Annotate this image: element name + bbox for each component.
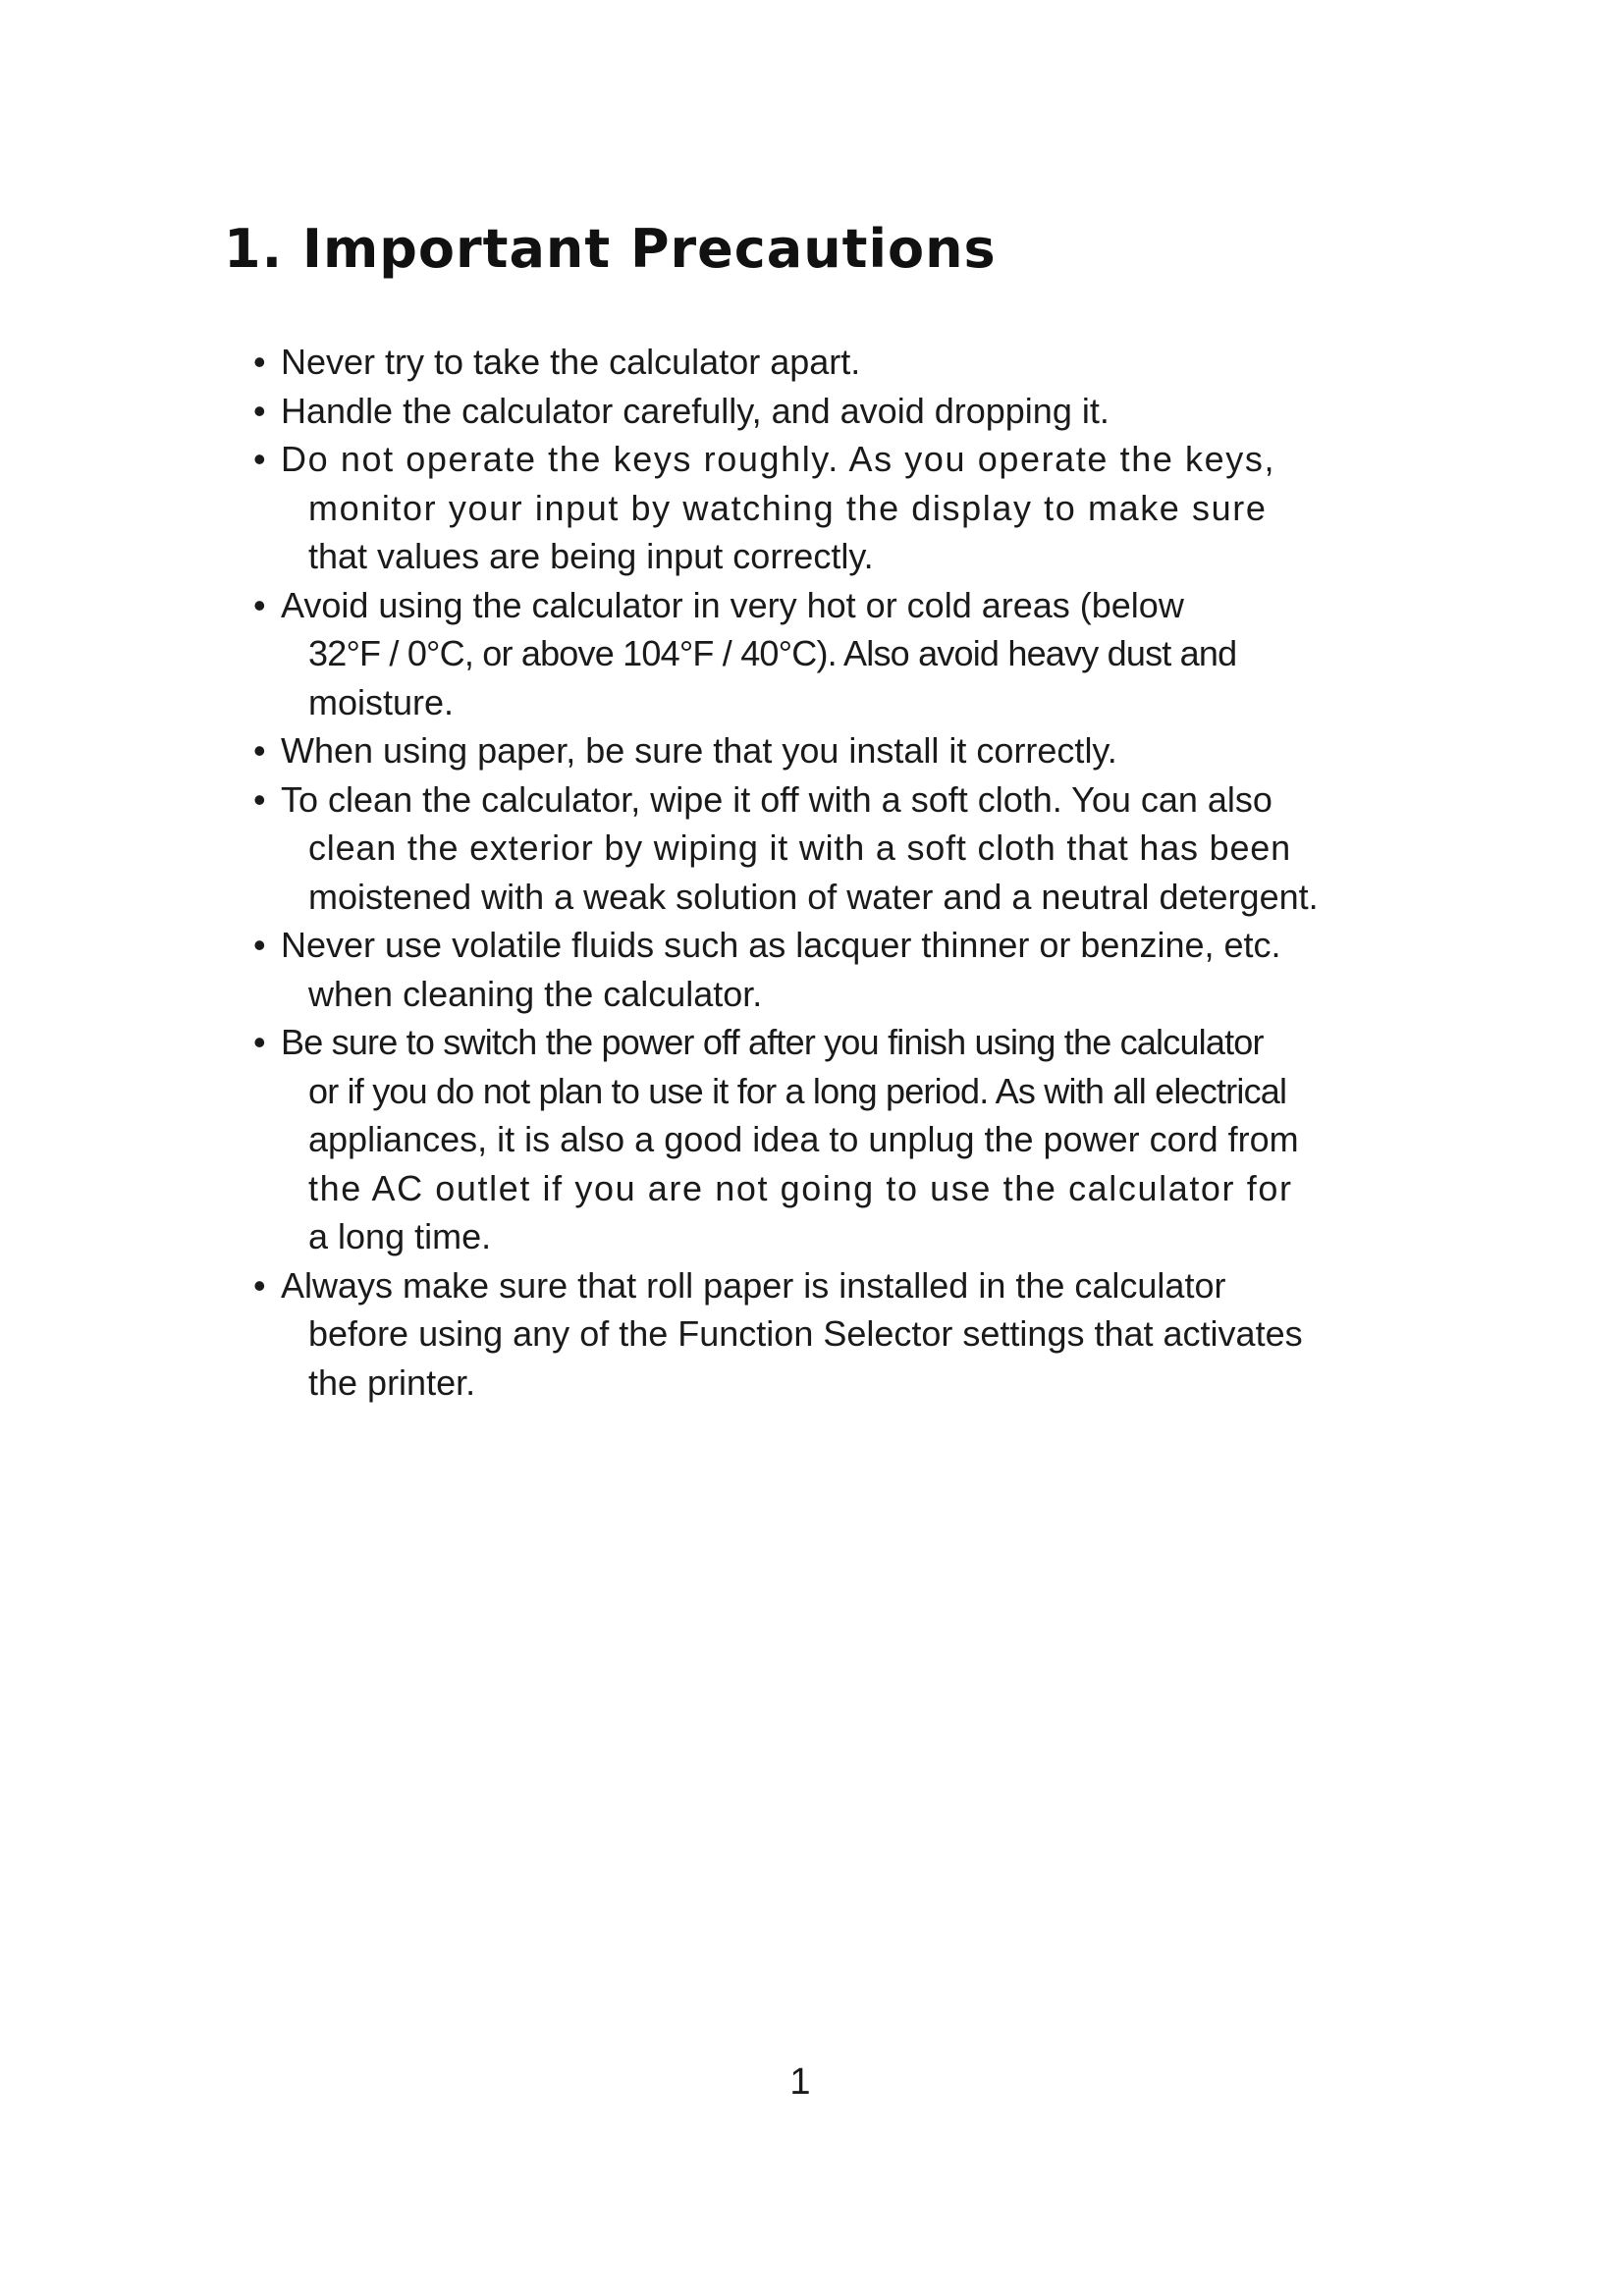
precaution-line: a long time. [308,1216,492,1256]
precaution-item [253,581,1392,727]
precaution-line: When using paper, be sure that you install it correctly. [281,730,1117,771]
precaution-item [253,387,1392,436]
precaution-line: Never try to take the calculator apart. [281,342,861,382]
bullet-icon: • [253,730,266,771]
precaution-line: the printer. [308,1362,476,1403]
precaution-line: To clean the calculator, wipe it off with a soft cloth. You can also [281,778,1272,820]
bullet-icon: • [253,390,266,431]
precaution-item [253,1261,1392,1408]
precaution-line: Do not operate the keys roughly. As you operate the keys, [281,439,1276,479]
precaution-line: before using any of the Function Selector settings that activates [308,1313,1303,1354]
precaution-item [253,726,1392,775]
precaution-line: when cleaning the calculator. [308,973,763,1014]
bullet-icon: • [253,584,266,625]
page-number: 1 [789,2061,811,2103]
precautions-list [253,338,1392,1407]
bullet-icon: • [253,778,266,820]
precaution-line: 32°F / 0°C, or above 104°F / 40°C). Also avoid heavy dust and [308,633,1237,673]
precaution-line: Avoid using the calculator in very hot or cold areas (below [281,584,1184,625]
bullet-icon: • [253,342,266,382]
precaution-line: or if you do not plan to use it for a long period. As with all electrical [308,1070,1287,1111]
precaution-line: Always make sure that roll paper is installed in the calculator [281,1264,1226,1306]
section-heading: 1. Important Precautions [224,218,997,280]
precaution-line: that values are being input correctly. [308,536,874,576]
precaution-line: the AC outlet if you are not going to use the calculator for [308,1167,1293,1208]
precaution-item [253,921,1392,1018]
precaution-line: monitor your input by watching the display to make sure [308,487,1268,528]
precaution-item [253,775,1392,922]
precaution-item [253,338,1392,387]
precaution-line: clean the exterior by wiping it with a soft cloth that has been [308,828,1291,868]
precaution-item [253,435,1392,581]
precaution-line: Never use volatile fluids such as lacquer thinner or benzine, etc. [281,925,1281,965]
bullet-icon: • [253,1022,266,1062]
precaution-line: moisture. [308,681,455,722]
precaution-line: moistened with a weak solution of water and a neutral detergent. [308,876,1319,917]
bullet-icon: • [253,1264,266,1306]
precaution-line: Handle the calculator carefully, and avoid dropping it. [281,390,1110,431]
precaution-line: appliances, it is also a good idea to unplug the power cord from [308,1119,1299,1159]
precaution-item [253,1018,1392,1261]
bullet-icon: • [253,925,266,965]
bullet-icon: • [253,439,266,479]
precaution-line: Be sure to switch the power off after you finish using the calculator [281,1022,1264,1062]
